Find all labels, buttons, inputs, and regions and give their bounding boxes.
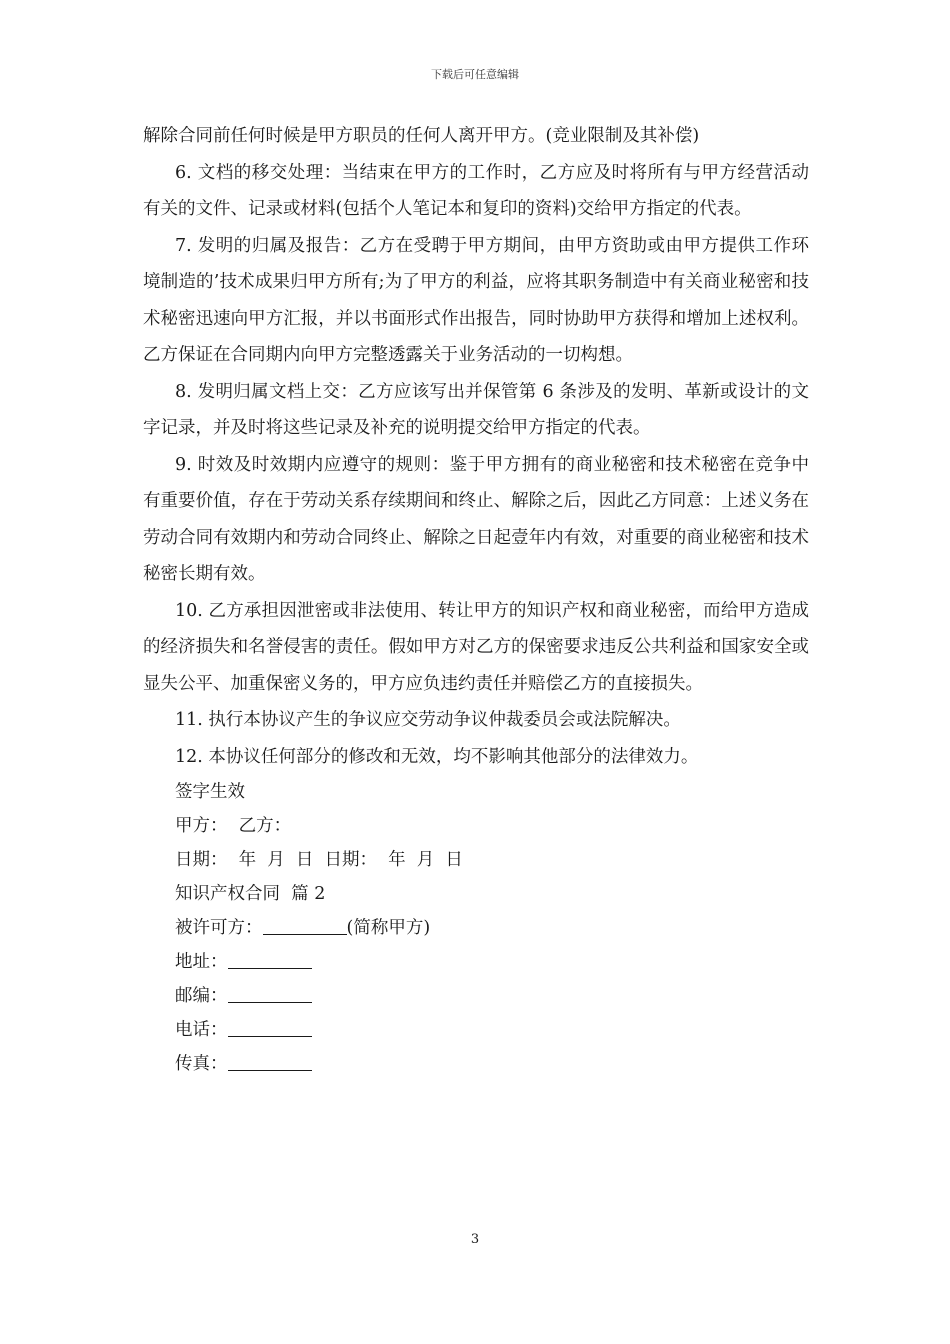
postcode-label: 邮编： [175, 986, 228, 1006]
page-number: 3 [470, 1232, 480, 1247]
signature-effective: 签字生效 [175, 782, 245, 802]
phone-label: 电话： [175, 1020, 228, 1040]
fax-label: 传真： [175, 1054, 228, 1074]
document-body [143, 118, 809, 1081]
clause-12: 12. 本协议任何部分的修改和无效，均不影响其他部分的法律效力。 [175, 746, 699, 767]
clause-6: 6. 文档的移交处理：当结束在甲方的工作时，乙方应及时将所有与甲方经营活动有关的文件、记录或材料(包括个人笔记本和复印的资料)交给甲方指定的代表。 [143, 162, 809, 219]
clause-10: 10. 乙方承担因泄密或非法使用、转让甲方的知识产权和商业秘密，而给甲方造成的经济损失和名誉侵害的责任。假如甲方对乙方的保密要求违反公共利益和国家安全或显失公平、加重保密义务的，甲方应负违约责任并赔偿乙方的直接损失。 [143, 600, 809, 694]
licensee-blank [263, 918, 347, 935]
address-label: 地址： [175, 952, 228, 972]
contract-2-title: 知识产权合同 篇 2 [175, 884, 326, 904]
postcode-line [143, 979, 809, 1013]
fax-blank [228, 1054, 312, 1071]
phone-blank [228, 1020, 312, 1037]
fax-line [143, 1047, 809, 1081]
address-line [143, 945, 809, 979]
licensee-label: 被许可方： [175, 918, 263, 938]
signature-parties: 甲方： 乙方： [175, 816, 292, 836]
clause-7: 7. 发明的归属及报告：乙方在受聘于甲方期间，由甲方资助或由甲方提供工作环境制造的’技术成果归甲方所有;为了甲方的利益，应将其职务制造中有关商业秘密和技术秘密迅速向甲方汇报，并以书面形式作出报告，同时协助甲方获得和增加上述权利。乙方保证在合同期内向甲方完整透露关于业务活动的一切构想。 [143, 235, 809, 365]
postcode-blank [228, 986, 312, 1003]
phone-line [143, 1013, 809, 1047]
page-header-note: 下载后可任意编辑 [431, 68, 519, 81]
clause-11: 11. 执行本协议产生的争议应交劳动争议仲裁委员会或法院解决。 [175, 710, 681, 730]
licensee-line [143, 911, 809, 945]
signature-dates: 日期： 年 月 日 日期： 年 月 日 [175, 850, 463, 870]
clause-8: 8. 发明归属文档上交：乙方应该写出并保管第 6 条涉及的发明、革新或设计的文字记录，并及时将这些记录及补充的说明提交给甲方指定的代表。 [143, 381, 809, 438]
clause-9: 9. 时效及时效期内应遵守的规则：鉴于甲方拥有的商业秘密和技术秘密在竞争中有重要价值，存在于劳动关系存续期间和终止、解除之后，因此乙方同意：上述义务在劳动合同有效期内和劳动合同终止、解除之日起壹年内有效，对重要的商业秘密和技术秘密长期有效。 [143, 454, 809, 584]
address-blank [228, 952, 312, 969]
paragraph-continuation: 解除合同前任何时候是甲方职员的任何人离开甲方。(竞业限制及其补偿) [143, 126, 700, 146]
licensee-suffix: (简称甲方) [346, 918, 431, 938]
